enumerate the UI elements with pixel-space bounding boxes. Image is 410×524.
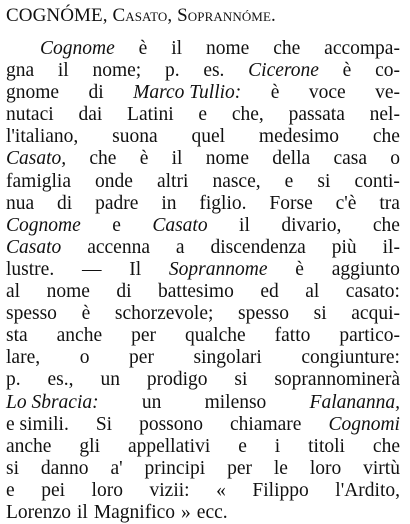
word: onde — [95, 170, 133, 192]
word: di — [88, 82, 104, 104]
word: appellativi — [127, 435, 211, 457]
word: nasce, — [212, 170, 261, 192]
word: vizii: — [149, 479, 190, 501]
word: si — [317, 170, 331, 192]
word: passata — [288, 104, 345, 126]
word: i — [274, 435, 281, 457]
text-line — [6, 303, 400, 325]
word: il- — [382, 236, 400, 258]
word: e — [238, 435, 247, 457]
word: Casato, — [6, 148, 67, 170]
text-line — [6, 60, 400, 82]
word: milenso — [204, 391, 267, 413]
word: loro — [309, 457, 342, 479]
word: l'italiano, — [6, 126, 79, 148]
word: Magnifico — [93, 501, 176, 523]
word: Filippo — [252, 479, 309, 501]
word: per — [129, 347, 154, 369]
text-line — [6, 82, 400, 104]
entry-body — [6, 38, 400, 524]
entry-headword: COGNÓME, — [6, 5, 108, 26]
word: il — [171, 148, 183, 170]
word: prodigo — [146, 369, 208, 391]
word: casa — [333, 148, 367, 170]
text-line — [6, 193, 400, 215]
word: nome — [205, 38, 250, 59]
word: un — [141, 391, 162, 413]
word: quel — [191, 126, 226, 148]
word: p. — [6, 369, 21, 391]
word: di — [57, 192, 73, 214]
text-line — [6, 215, 400, 237]
text-line — [6, 237, 400, 259]
word: ecc. — [196, 501, 228, 523]
word: il — [239, 214, 250, 236]
word: possono — [139, 413, 204, 435]
text-line — [6, 502, 400, 524]
word: Lo Sbracia: — [6, 391, 99, 413]
word: virtù — [363, 457, 400, 479]
text-line — [6, 38, 400, 60]
text-line — [6, 347, 400, 369]
word: nome — [205, 148, 250, 170]
word: titoli — [308, 435, 345, 457]
word: che, — [231, 104, 264, 126]
word: congiunture: — [301, 347, 400, 369]
word: figlio. — [199, 192, 247, 214]
word: Lorenzo — [6, 501, 71, 523]
word: in — [161, 192, 177, 214]
word: spesso — [6, 303, 57, 325]
word: altri — [156, 170, 189, 192]
word: Latini — [127, 104, 174, 126]
word: è — [270, 82, 280, 104]
text-line — [6, 369, 400, 391]
word: Soprannome — [168, 258, 268, 280]
word: p. — [164, 60, 180, 82]
word: loro — [91, 479, 123, 501]
text-line — [6, 148, 400, 170]
word: pei — [41, 479, 66, 501]
word: si — [234, 369, 248, 391]
text-line — [6, 436, 400, 458]
text-line — [6, 281, 400, 303]
word: anche — [6, 435, 52, 457]
text-line — [6, 126, 400, 148]
word: acqui- — [351, 303, 400, 325]
word: conti- — [354, 170, 400, 192]
word: nua — [6, 192, 35, 214]
word: « — [216, 479, 226, 501]
word: che — [372, 435, 400, 457]
word: accenna — [87, 236, 150, 258]
word: il — [57, 60, 69, 82]
word: aggiunto — [331, 258, 400, 280]
word: è — [138, 38, 148, 59]
text-line — [6, 414, 400, 436]
word: chiamare — [230, 413, 302, 435]
text-line — [6, 458, 400, 480]
text-line — [6, 171, 400, 193]
word: fatto — [274, 325, 311, 347]
word: che — [372, 214, 400, 236]
word: suona — [112, 126, 158, 148]
word: dai — [78, 104, 103, 126]
word: si — [313, 303, 327, 325]
word: ed — [260, 281, 279, 303]
word: anche — [56, 325, 103, 347]
text-line — [6, 392, 400, 414]
word: al — [305, 281, 320, 303]
word: qualche — [185, 325, 246, 347]
word: Casato — [152, 214, 208, 236]
word: della — [272, 148, 311, 170]
word: singolari — [193, 347, 262, 369]
text-line — [6, 480, 400, 502]
word: per — [131, 325, 157, 347]
word: e — [198, 104, 208, 126]
word: spesso — [238, 303, 289, 325]
word: che — [372, 126, 400, 148]
word: danno — [40, 457, 89, 479]
word: es., — [47, 369, 74, 391]
word: l'Ardito, — [335, 479, 400, 501]
word: è — [295, 258, 304, 280]
word: battesimo — [158, 281, 234, 303]
word: e simili. — [6, 413, 69, 435]
text-line — [6, 325, 400, 347]
word: sta — [6, 325, 28, 347]
word: Falananna, — [309, 391, 400, 413]
word: Casato — [6, 236, 62, 258]
word: o — [79, 347, 90, 369]
word: Cognomi — [328, 413, 400, 435]
word: Cicerone — [248, 60, 319, 82]
word: il — [171, 38, 183, 59]
word: Marco Tullio: — [133, 82, 242, 104]
word: schorzevole; — [114, 303, 214, 325]
word: tra — [379, 192, 400, 214]
word: nome; — [92, 60, 142, 82]
word: lare, — [6, 347, 41, 369]
word: le — [273, 457, 288, 479]
word: a' — [110, 457, 123, 479]
word: Forse — [269, 192, 313, 214]
word: c'è — [335, 192, 357, 214]
word: nome — [46, 281, 90, 303]
word: nutaci — [6, 104, 54, 126]
word: principi — [144, 457, 206, 479]
word: ve- — [375, 82, 400, 104]
word: medesimo — [258, 126, 340, 148]
word: è — [342, 60, 352, 82]
word: al — [6, 281, 21, 303]
word: per — [227, 457, 252, 479]
word: si — [6, 457, 20, 479]
word: e — [6, 479, 15, 501]
word: di — [116, 281, 132, 303]
entry-synonyms: Casato, Soprannóme. — [112, 5, 276, 26]
entry-heading — [6, 4, 276, 28]
word: nel- — [369, 104, 400, 126]
word: Cognome — [40, 38, 115, 59]
word: soprannominerà — [274, 369, 400, 391]
word: o — [390, 148, 400, 170]
word: casato: — [345, 281, 400, 303]
word: Il — [129, 258, 142, 280]
word: è — [139, 148, 149, 170]
word: co- — [375, 60, 400, 82]
word: un — [100, 369, 120, 391]
word: e — [284, 170, 294, 192]
word: discendenza — [210, 236, 306, 258]
text-line — [6, 104, 400, 126]
word: » — [181, 501, 191, 523]
word: accompa- — [324, 38, 400, 59]
word: famiglia — [6, 170, 71, 192]
word: più — [331, 236, 357, 258]
word: gna — [6, 60, 35, 82]
word: — — [81, 258, 102, 280]
word: Cognome — [6, 214, 81, 236]
word: voce — [308, 82, 346, 104]
word: Si — [95, 413, 113, 435]
word: gli — [79, 435, 100, 457]
word: è — [81, 303, 91, 325]
word: a — [175, 236, 185, 258]
word: il — [76, 501, 88, 523]
word: che — [273, 38, 301, 59]
word: divario, — [281, 214, 342, 236]
word: gnome — [6, 82, 60, 104]
word: partico- — [339, 325, 400, 347]
word: che — [89, 148, 117, 170]
word: padre — [95, 192, 139, 214]
word: es. — [203, 60, 225, 82]
word: e — [112, 214, 121, 236]
word: lustre. — [6, 258, 55, 280]
text-line — [6, 259, 400, 281]
